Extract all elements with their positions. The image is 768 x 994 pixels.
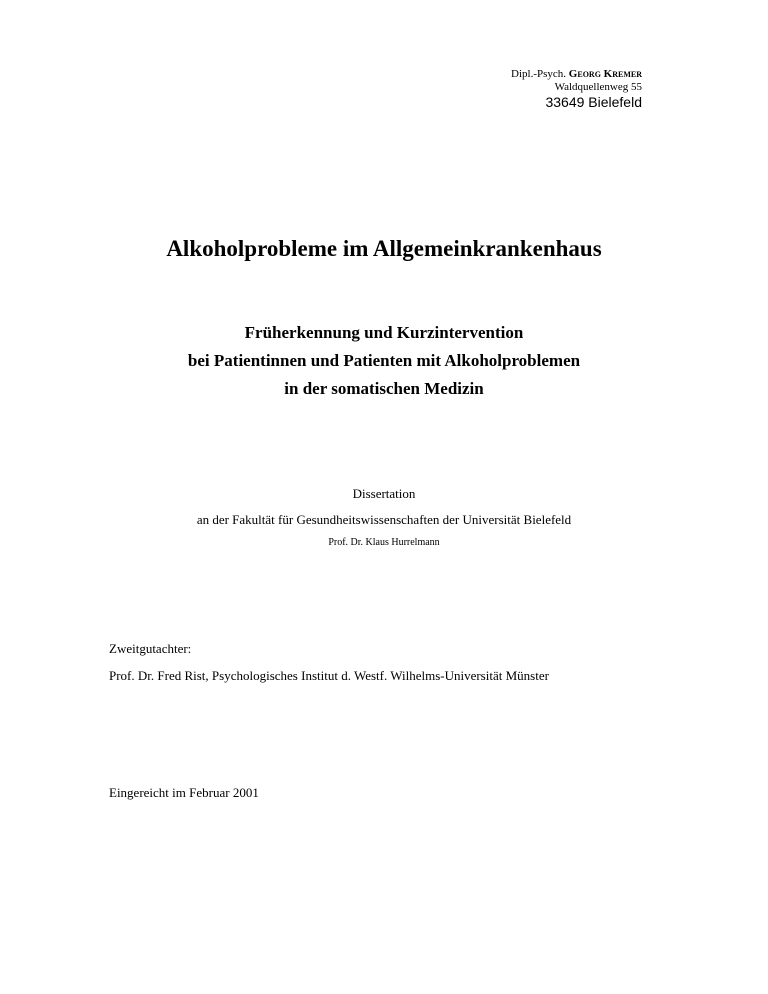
- author-prefix: Dipl.-Psych.: [511, 68, 569, 80]
- second-reviewer-value: Prof. Dr. Fred Rist, Psychologisches Institut d. Westf. Wilhelms-Universität Münster: [109, 668, 549, 683]
- document-title: Alkoholprobleme im Allgemeinkrankenhaus: [166, 236, 602, 261]
- author-street: Waldquellenweg 55: [554, 81, 642, 93]
- author-address: [511, 68, 642, 111]
- subtitle-line-3: in der somatischen Medizin: [284, 379, 484, 398]
- subtitle-line-2: bei Patientinnen und Patienten mit Alkoholproblemen: [187, 351, 581, 370]
- submission-date: Eingereicht im Februar 2001: [109, 785, 259, 800]
- second-reviewer-label: Zweitgutachter:: [109, 641, 192, 656]
- advisor-line: Prof. Dr. Klaus Hurrelmann: [328, 537, 440, 548]
- author-city: 33649 Bielefeld: [545, 94, 642, 110]
- faculty-line: an der Fakultät für Gesundheitswissenschaften der Universität Bielefeld: [196, 512, 572, 527]
- subtitle-line-1: Früherkennung und Kurzintervention: [244, 323, 524, 342]
- dissertation-label: Dissertation: [352, 486, 416, 501]
- author-line: [511, 68, 642, 81]
- document-subtitle: [0, 319, 768, 403]
- author-name: Georg Kremer: [568, 68, 642, 80]
